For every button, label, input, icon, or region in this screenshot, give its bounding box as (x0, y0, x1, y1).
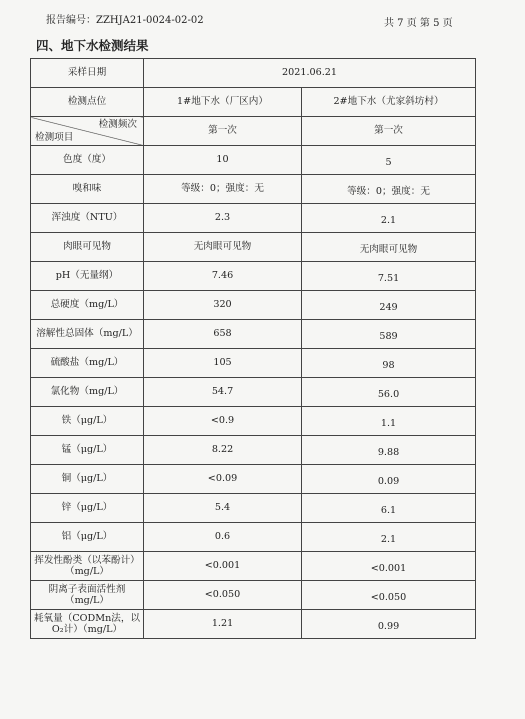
site1-value: <0.9 (144, 407, 302, 436)
frequency-row (31, 117, 476, 146)
parameter-name: 挥发性酚类（以苯酚计）（mg/L） (31, 552, 144, 581)
table-row (31, 146, 476, 175)
site2-value: 98 (302, 349, 476, 378)
table-row (31, 465, 476, 494)
site2-value: <0.001 (302, 552, 476, 581)
table-row (31, 494, 476, 523)
frequency-1: 第一次 (144, 117, 302, 146)
site-1: 1#地下水（厂区内） (144, 88, 302, 117)
table-row (31, 320, 476, 349)
table-row (31, 291, 476, 320)
site2-value: 589 (302, 320, 476, 349)
item-label: 检测项目 (35, 131, 74, 143)
frequency-label: 检测频次 (98, 119, 137, 130)
table-row (31, 581, 476, 610)
site2-value: 等级：0；强度：无 (302, 175, 476, 204)
table-row (31, 233, 476, 262)
page-count: 共 7 页 第 5 页 (384, 18, 453, 29)
site2-value: 7.51 (302, 262, 476, 291)
site1-value: 5.4 (144, 494, 302, 523)
site2-value: 1.1 (302, 407, 476, 436)
sampling-date-value: 2021.06.21 (144, 59, 476, 88)
table-row (31, 175, 476, 204)
parameter-name: 硫酸盐（mg/L） (31, 349, 144, 378)
parameter-name: 锰（μg/L） (31, 436, 144, 465)
table-row (31, 610, 476, 639)
site2-value: 9.88 (302, 436, 476, 465)
report-number: 报告编号：ZZHJA21-0024-02-02 (46, 15, 204, 26)
site1-value: 1.21 (144, 610, 302, 639)
site1-value: <0.09 (144, 465, 302, 494)
site2-value: <0.050 (302, 581, 476, 610)
site2-value: 0.09 (302, 465, 476, 494)
site1-value: 8.22 (144, 436, 302, 465)
table-row (31, 204, 476, 233)
groundwater-results-table (30, 58, 476, 639)
site1-value: 105 (144, 349, 302, 378)
site-row (31, 88, 476, 117)
table-row (31, 349, 476, 378)
parameter-name: 肉眼可见物 (31, 233, 144, 262)
parameter-name: 阴离子表面活性剂（mg/L） (31, 581, 144, 610)
site-2: 2#地下水（尤家斜坊村） (302, 88, 476, 117)
site1-value: <0.001 (144, 552, 302, 581)
site2-value: 2.1 (302, 204, 476, 233)
parameter-name: pH（无量纲） (31, 262, 144, 291)
site1-value: 320 (144, 291, 302, 320)
site1-value: 658 (144, 320, 302, 349)
site1-value: 54.7 (144, 378, 302, 407)
table-row (31, 407, 476, 436)
sampling-date-row (31, 59, 476, 88)
parameter-name: 铜（μg/L） (31, 465, 144, 494)
table-row (31, 523, 476, 552)
parameter-name: 耗氧量（CODMn法，以O₂计）（mg/L） (31, 610, 144, 639)
parameter-name: 铁（μg/L） (31, 407, 144, 436)
parameter-name: 总硬度（mg/L） (31, 291, 144, 320)
site1-value: 0.6 (144, 523, 302, 552)
frequency-2: 第一次 (302, 117, 476, 146)
parameter-name: 嗅和味 (31, 175, 144, 204)
site1-value: 10 (144, 146, 302, 175)
site1-value: 2.3 (144, 204, 302, 233)
parameter-name: 溶解性总固体（mg/L） (31, 320, 144, 349)
parameter-name: 铝（μg/L） (31, 523, 144, 552)
site2-value: 56.0 (302, 378, 476, 407)
site2-value: 无肉眼可见物 (302, 233, 476, 262)
table-row (31, 262, 476, 291)
table-row (31, 552, 476, 581)
site1-value: 7.46 (144, 262, 302, 291)
parameter-name: 色度（度） (31, 146, 144, 175)
site2-value: 5 (302, 146, 476, 175)
parameter-name: 氯化物（mg/L） (31, 378, 144, 407)
sampling-date-label: 采样日期 (31, 59, 144, 88)
section-title: 四、地下水检测结果 (36, 38, 149, 53)
site2-value: 6.1 (302, 494, 476, 523)
parameter-name: 锌（μg/L） (31, 494, 144, 523)
table-row (31, 436, 476, 465)
site1-value: 无肉眼可见物 (144, 233, 302, 262)
table-row (31, 378, 476, 407)
site2-value: 249 (302, 291, 476, 320)
site-label: 检测点位 (31, 88, 144, 117)
site2-value: 2.1 (302, 523, 476, 552)
site1-value: 等级：0；强度：无 (144, 175, 302, 204)
site2-value: 0.99 (302, 610, 476, 639)
diagonal-header-cell (31, 117, 144, 146)
parameter-name: 浑浊度（NTU） (31, 204, 144, 233)
site1-value: <0.050 (144, 581, 302, 610)
